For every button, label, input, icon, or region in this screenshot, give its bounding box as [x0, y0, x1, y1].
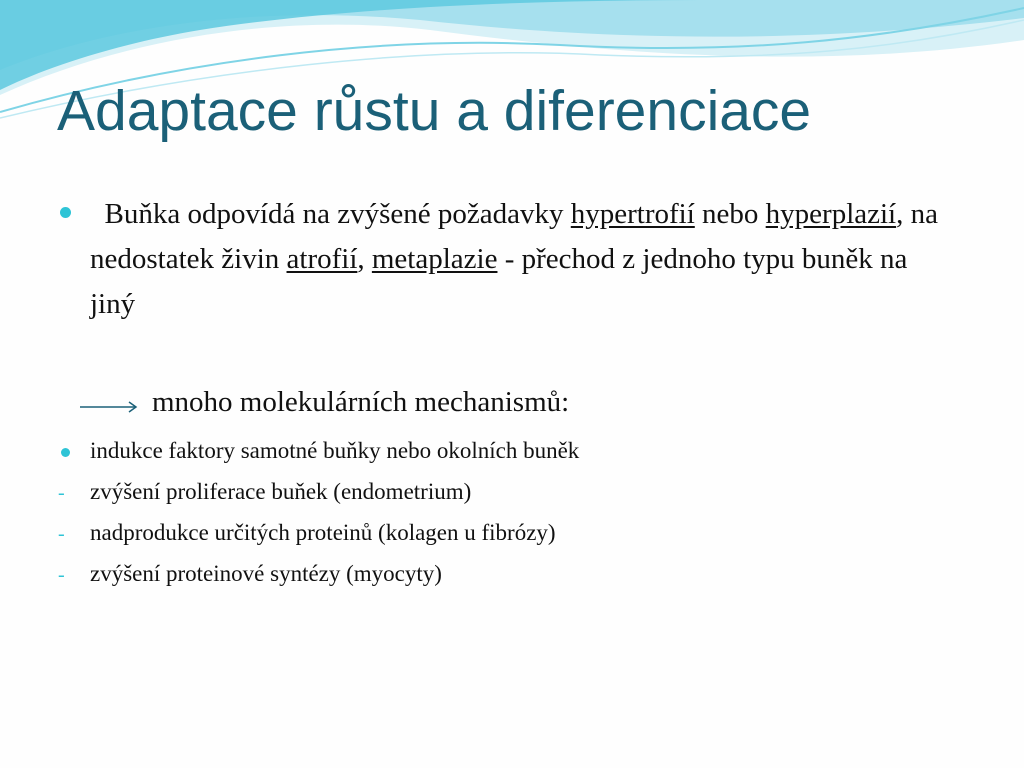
main-bullet-text-4: ,	[357, 243, 372, 275]
list-item: indukce faktory samotné buňky nebo okolních buněk	[90, 438, 580, 463]
main-bullet-text-3: , na nedostatek živin	[90, 198, 938, 275]
dash-marker: -	[58, 564, 65, 586]
main-bullet-text-5: - přechod z jednoho typu buněk na jiný	[90, 243, 908, 320]
dash-marker: -	[58, 523, 65, 545]
slide-title: Adaptace růstu a diferenciace	[57, 79, 812, 143]
term-hyperplazii: hyperplazií	[765, 198, 897, 230]
arrow-right-icon	[80, 396, 140, 418]
term-atrofii: atrofií	[286, 243, 358, 275]
mechanisms-heading: mnoho molekulárních mechanismů:	[152, 386, 570, 418]
list-item: nadprodukce určitých proteinů (kolagen u fibrózy)	[90, 520, 556, 545]
bullet-dot-icon	[60, 207, 71, 218]
bullet-dot-icon	[61, 448, 70, 457]
term-metaplazie: metaplazie	[371, 243, 498, 275]
dash-marker: -	[58, 482, 65, 504]
main-bullet-text-1: Buňka odpovídá na zvýšené požadavky	[104, 198, 571, 230]
list-item: zvýšení proliferace buňek (endometrium)	[90, 479, 472, 504]
main-bullet-paragraph	[90, 192, 950, 327]
main-bullet-text-2: nebo	[694, 198, 766, 230]
list-item: zvýšení proteinové syntézy (myocyty)	[90, 561, 442, 586]
term-hypertrofii: hypertrofií	[570, 198, 695, 230]
